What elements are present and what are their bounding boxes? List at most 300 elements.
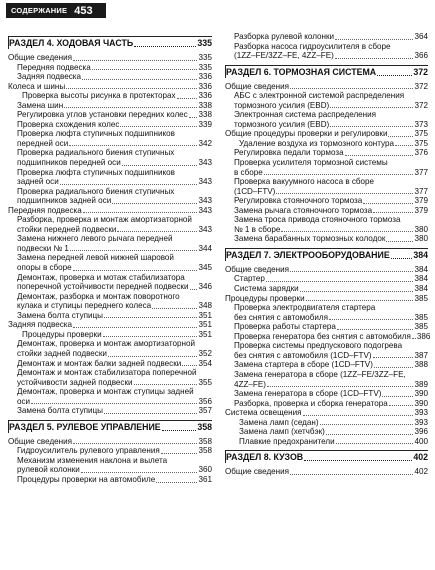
toc-entry-line [234,389,428,399]
toc-entry [8,101,212,111]
toc-entry-title: Общие сведения [225,264,290,274]
toc-entry-continuation: без снятия с автомобиля (1CD–FTV) [234,350,372,360]
dot-leader [276,193,413,194]
dot-leader [290,271,413,272]
toc-page-number: 387 [414,350,428,360]
toc-entry [225,322,428,332]
toc-page-number: 358 [197,421,212,432]
toc-page-number: 355 [198,377,212,387]
toc-page-number: 343 [198,177,212,187]
toc-entry [225,389,428,399]
dot-leader [83,212,198,213]
toc-entry-line [17,196,212,206]
toc-entry-line [234,168,428,178]
toc-page-number: 385 [414,312,428,322]
toc-entry [225,206,428,216]
dot-leader [120,126,197,127]
toc-entry [8,311,212,321]
toc-entry-line [225,129,428,139]
toc-chapter [225,450,428,463]
toc-entry [8,234,212,253]
toc-page-number: 390 [414,398,428,408]
dot-leader [64,107,197,108]
toc-page-number: 384 [414,274,428,284]
toc-entry-title: Разборка, проверка и монтаж амортизаторной [17,215,192,225]
dot-leader [267,386,414,387]
toc-entry-line [234,331,431,342]
toc-entry-line [9,422,212,433]
toc-entry [225,467,428,477]
toc-entry-title: Общие сведения [8,53,73,62]
toc-entry [8,387,212,406]
toc-entry [225,437,428,447]
toc-entry-title: Передняя подвеска [8,205,82,215]
toc-page-number: 396 [414,427,428,437]
toc-entry-continuation: (1CD–FTV) [234,186,276,196]
toc-entry-continuation: 4ZZ–FE) [234,379,266,389]
toc-page-number: 377 [414,186,428,196]
toc-entry-title: Замена передней левой нижней шаровой [17,253,174,263]
toc-entry-line [17,378,212,388]
toc-entry-line [8,320,212,330]
toc-entry-title: Замена рычага стояночного тормоза [234,205,373,215]
toc-entry-title: Демонтаж и монтаж стабилизатора поперечной [17,368,197,378]
toc-entry-line [234,360,428,370]
toc-entry-title: Задняя подвеска [17,72,82,82]
toc-page-number: 361 [198,474,212,484]
toc-entry-continuation: без снятия с автомобиля [234,312,328,322]
dot-leader [374,367,414,368]
toc-entry-line [17,225,212,235]
toc-page-number: 351 [198,320,212,330]
dot-leader [373,212,413,213]
toc-entry-title: РАЗДЕЛ 8. КУЗОВ [226,452,304,463]
dot-leader [73,443,197,444]
toc-page-number: 385 [414,293,428,303]
running-header [6,3,106,18]
toc-chapter [225,65,428,78]
toc-page-number: 358 [198,446,212,456]
toc-entry-line [17,397,212,407]
dot-leader [189,117,198,118]
toc-entry [225,331,431,342]
toc-entry [225,408,428,418]
toc-entry [8,359,212,369]
toc-entry-line [22,330,212,340]
toc-entry-title: Проверка усилителя тормозной системы [234,158,388,168]
toc-page-number: 360 [198,465,212,475]
toc-chapter [225,248,428,261]
toc-page-number: 343 [198,158,212,168]
toc-entry-line [225,467,428,477]
toc-page-number: 345 [198,263,212,273]
toc-entry [225,129,428,139]
toc-entry-line [225,265,428,275]
dot-leader [81,472,198,473]
dot-leader [345,155,414,156]
toc-page-number: 364 [414,32,428,41]
toc-entry [225,148,428,158]
toc-entry-continuation: поперечной устойчивости передней подвески [17,282,189,292]
toc-entry [8,120,212,130]
dot-leader [161,453,198,454]
toc-entry-line [234,322,428,332]
toc-entry-title: Стартер [234,274,265,284]
toc-entry-title: Демонтаж, проверка и мотаж стабилизатора [17,272,185,282]
toc-page-number: 375 [414,129,428,139]
toc-entry-line [234,51,428,61]
toc-chapter [8,420,212,433]
toc-entry-line [234,284,428,294]
toc-entry-line [234,196,428,206]
dot-leader [389,405,414,406]
toc-entry-title: Процедуры проверки на автомобиле [17,474,156,484]
toc-entry-title: Система зарядки [234,284,299,294]
toc-entry-continuation: рулевой колонки [17,465,80,475]
toc-entry-line [9,38,212,49]
dot-leader [103,336,198,337]
toc-page-number: 384 [414,264,428,274]
toc-entry-line [225,82,428,92]
toc-entry-title: Задняя подвеска [8,320,73,330]
toc-page-number: 336 [198,91,212,101]
toc-entry-title: Разборка рулевой колонки [234,32,335,41]
toc-entry-line [8,53,212,63]
toc-entry-line [17,244,212,254]
dot-leader [388,136,413,137]
dot-leader [326,434,414,435]
toc-page-number: 344 [198,243,212,253]
toc-page-number: 402 [413,452,428,463]
toc-entry [225,234,428,244]
toc-page-number: 343 [198,196,212,206]
toc-page-number: 373 [414,119,428,129]
toc-entry-title: Разборка насоса гидроусилителя в сборе [234,41,391,51]
toc-page-number: 389 [414,379,428,389]
toc-page-number: 402 [414,467,428,477]
toc-entry [225,196,428,206]
dot-leader [82,79,197,80]
toc-page-number: 372 [414,100,428,110]
dot-leader [412,338,416,339]
toc-entry-line [234,187,428,197]
toc-entry-line [17,282,212,292]
toc-page-number: 379 [414,205,428,215]
dot-leader [290,88,413,89]
toc-entry-title: Демонтаж и монтаж балки задней подвески [17,358,182,368]
toc-entry-line [17,101,212,111]
toc-entry [225,418,428,428]
toc-entry-title: Демонтаж, проверка и монтаж амортизаторной [17,339,195,349]
dot-leader [190,289,198,290]
toc-entry-title: Проверка люфта ступичных подшипников [17,129,175,139]
toc-entry [8,129,212,148]
dot-leader [300,291,414,292]
toc-entry-line [17,72,212,82]
toc-entry-title: Передняя подвеска [17,62,91,72]
toc-page-number: 400 [414,436,428,446]
toc-page-number: 352 [198,348,212,358]
toc-entry-line [8,82,212,92]
toc-entry-line [239,427,428,437]
toc-entry [8,368,212,387]
toc-entry-title: Проверка схождения колес [17,119,120,129]
dot-leader [306,300,414,301]
toc-entry [8,215,212,234]
dot-leader [281,231,413,232]
toc-entry-continuation: устойчивости задней подвески [17,377,133,387]
toc-entry [8,206,212,216]
toc-page-number: 375 [414,138,428,148]
toc-page-number: 342 [198,138,212,148]
toc-entry-title: АБС с электронной системой распределения [234,91,405,101]
toc-entry-title: Замена генератора в сборе (1ZZ–FE/3ZZ–FE, [234,369,406,379]
dot-leader [335,58,414,59]
toc-left-column [8,32,212,485]
dot-leader [363,203,413,204]
toc-entry-title: Проверка работы стартера [234,322,336,332]
toc-entry-line [17,110,212,120]
toc-entry-line [17,349,212,359]
dot-leader [134,384,198,385]
toc-entry [8,253,212,272]
toc-entry-line [234,32,428,42]
toc-entry [225,32,428,42]
toc-entry [225,82,428,92]
toc-page-number: 384 [414,284,428,294]
toc-page-number: 351 [198,329,212,339]
toc-entry-line [8,437,212,447]
toc-entry-continuation: подшипников передней оси [17,158,121,168]
toc-entry [8,72,212,82]
dot-leader [152,308,197,309]
dot-leader [320,424,414,425]
toc-entry [8,292,212,311]
toc-entry-title: Регулировка углов установки передних колес [17,110,188,120]
toc-entry-title: РАЗДЕЛ 5. РУЛЕВОЕ УПРАВЛЕНИЕ [9,421,161,432]
toc-page-number: 385 [414,322,428,332]
toc-entry-line [226,452,428,463]
toc-entry-title: Гидроусилитель рулевого управления [17,446,160,456]
toc-entry-continuation: кулака и ступицы переднего колеса [17,301,152,311]
toc-page-number: 388 [414,360,428,370]
toc-page-number: 376 [414,148,428,158]
dot-leader [337,329,414,330]
dot-leader [386,241,413,242]
toc-entry-continuation: подшипников задней оси [17,196,112,206]
toc-entry-title: Процедуры проверки [22,329,102,339]
toc-page-number: 339 [198,119,212,129]
toc-page-number: 335 [198,62,212,72]
toc-entry [8,437,212,447]
toc-entry [225,399,428,409]
toc-entry-continuation: (1ZZ–FE/3ZZ–FE, 4ZZ–FE) [234,51,334,61]
toc-entry [225,265,428,275]
toc-entry-line [17,120,212,130]
dot-leader [92,69,198,70]
dot-leader [104,317,198,318]
toc-entry [225,274,428,284]
toc-entry-title: Удаление воздуха из тормозного контура [239,138,394,148]
dot-leader [104,413,198,414]
dot-leader [336,443,414,444]
dot-leader [264,174,414,175]
toc-entry-line [234,148,428,158]
toc-entry-line [17,177,212,187]
toc-entry-title: Замена стартера в сборе (1CD–FTV) [234,360,373,370]
toc-entry-line [239,139,428,149]
dot-leader [177,98,198,99]
dot-leader [329,319,414,320]
dot-leader [303,415,414,416]
toc-entry [225,284,428,294]
toc-entry [8,339,212,358]
toc-entry-line [226,67,428,78]
toc-entry-title: Демонтаж, разборка и монтаж поворотного [17,291,180,301]
toc-entry-line [17,301,212,311]
dot-leader [117,231,197,232]
toc-entry-line [17,63,212,73]
toc-entry-line [234,101,428,111]
toc-page-number: 346 [198,282,212,292]
toc-page-number: 356 [198,396,212,406]
toc-entry-line [234,225,428,235]
toc-right-column [225,32,431,477]
toc-entry-title: Система освещения [225,408,302,418]
toc-entry-title: Плавкие предохранители [239,436,335,446]
toc-page-number: 358 [198,436,212,446]
toc-chapter [8,36,212,49]
dot-leader [373,357,414,358]
dot-leader [73,60,197,61]
toc-entry-continuation: стойки передней подвески [17,224,117,234]
toc-entry-title: Замена болта ступицы [17,310,103,320]
toc-entry-title: Регулировка педали тормоза [234,148,344,158]
toc-entry-continuation: опоры в сборе [17,263,72,273]
toc-entry-line [234,120,428,130]
toc-entry-continuation: тормозного усилия (EBD) [234,119,330,129]
toc-entry-continuation: тормозного усилия (EBD) [234,100,330,110]
dot-leader [162,430,197,431]
toc-entry [8,63,212,73]
toc-entry-title: Общие процедуры проверки и регулировки [225,129,388,139]
toc-entry [8,110,212,120]
toc-entry [8,475,212,485]
toc-entry-line [239,418,428,428]
dot-leader [266,281,414,282]
toc-entry-title: Проверка электродвигателя стартера [234,303,376,313]
toc-page-number: 354 [198,358,212,368]
dot-leader [395,145,414,146]
toc-page-number: 393 [414,408,428,418]
toc-entry [8,91,212,101]
toc-entry [8,406,212,416]
toc-entry-title: Колеса и шины [8,81,66,91]
dot-leader [391,258,413,259]
toc-page-number: 380 [414,234,428,244]
toc-entry-line [239,437,428,447]
toc-entry [225,370,428,389]
toc-page-number: 357 [198,406,212,416]
toc-entry-line [225,408,428,418]
toc-entry-line [17,406,212,416]
toc-entry-line [17,465,212,475]
toc-entry [8,446,212,456]
toc-page-number: 390 [414,389,428,399]
toc-page-number: 384 [413,249,428,260]
dot-leader [112,203,197,204]
toc-entry-title: РАЗДЕЛ 7. ЭЛЕКТРООБОРУДОВАНИЕ [226,249,390,260]
toc-page-number: 372 [413,66,428,77]
dot-leader [73,327,197,328]
toc-entry-title: Проверка люфта ступичных подшипников [17,167,175,177]
toc-entry-line [234,399,428,409]
toc-entry-title: Замена генератора в сборе (1CD–FTV) [234,389,382,399]
toc-entry-line [8,206,212,216]
dot-leader [330,107,413,108]
toc-entry [225,341,428,360]
toc-entry-title: Замена шин [17,100,64,110]
toc-entry-title: Механизм изменения наклона и вылета [17,455,168,465]
toc-entry-line [234,313,428,323]
toc-entry [225,215,428,234]
toc-entry-title: Проверка вакуумного насоса в сборе [234,177,375,187]
toc-page-number: 343 [198,205,212,215]
toc-page-number: 386 [416,331,431,341]
toc-entry-title: Регулировка стояночного тормоза [234,196,363,206]
toc-entry-line [17,359,212,369]
toc-entry-title: Проверка высоты рисунка в протекторах [22,91,176,101]
toc-entry-title: Замена барабанных тормозных колодок [234,234,386,244]
dot-leader [69,145,197,146]
toc-entry-continuation: подвески № 1 [17,243,69,253]
toc-page-number: 336 [198,72,212,82]
toc-entry-line [234,380,428,390]
toc-page-number: 372 [414,81,428,91]
dot-leader [182,365,197,366]
toc-page-number: 338 [198,100,212,110]
toc-entry [225,42,428,61]
toc-entry-title: Общие сведения [225,81,290,91]
toc-entry-title: Общие сведения [8,436,73,446]
toc-entry-continuation: в сборе [234,167,263,177]
toc-entry [225,427,428,437]
toc-page-number: 335 [197,38,212,48]
toc-entry-line [234,206,428,216]
dot-leader [73,270,198,271]
toc-entry-line [17,263,212,273]
toc-entry-title: Электронная система распределения [234,110,377,120]
toc-entry [225,110,428,129]
dot-leader [330,126,413,127]
toc-page-number: 393 [414,417,428,427]
toc-entry-continuation: передней оси [17,138,69,148]
page-number: 453 [74,4,93,17]
toc-entry [8,330,212,340]
dot-leader [70,250,198,251]
toc-entry [8,148,212,167]
dot-leader [290,474,413,475]
toc-entry-line [234,351,428,361]
toc-page-number: 335 [198,53,212,62]
dot-leader [134,46,196,47]
toc-entry-title: Процедуры проверки [225,293,305,303]
toc-entry-line [17,475,212,485]
toc-entry-title: РАЗДЕЛ 6. ТОРМОЗНАЯ СИСТЕМА [226,66,377,77]
toc-entry-line [234,234,428,244]
dot-leader [122,165,198,166]
dot-leader [382,396,413,397]
